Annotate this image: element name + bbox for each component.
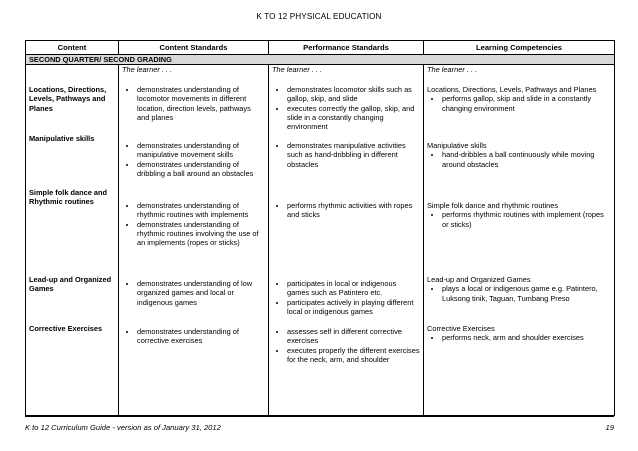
performance-standards-cell bbox=[269, 65, 424, 416]
list-item: • demonstrates understanding of rhythmic routines involving the use of an implements (ropes or sticks) bbox=[137, 220, 265, 248]
list-item: • executes properly the different exercises for the neck, arm, and shoulder bbox=[287, 346, 420, 365]
page-number: 19 bbox=[605, 423, 614, 432]
list-item: • demonstrates understanding of rhythmic routines with implements bbox=[137, 201, 265, 220]
performance-list bbox=[272, 327, 420, 364]
performance-list bbox=[272, 279, 420, 316]
quarter-label: SECOND QUARTER/ SECOND GRADING bbox=[26, 55, 615, 65]
table-row bbox=[26, 65, 615, 416]
list-item: • plays a local or indigenous game e.g. Patintero, Luksong tinik, Taguan, Tumbang Preso bbox=[442, 284, 611, 303]
page-title: K TO 12 PHYSICAL EDUCATION bbox=[256, 12, 382, 21]
performance-list bbox=[272, 201, 420, 220]
footer-divider bbox=[25, 416, 614, 417]
learner-lead: The learner . . . bbox=[272, 65, 323, 74]
list-item: • demonstrates understanding of dribbling a ball around an obstacles bbox=[137, 160, 265, 179]
curriculum-table bbox=[25, 40, 615, 416]
content-item: Locations, Directions, Levels, Pathways and Planes bbox=[29, 85, 107, 113]
competency-list bbox=[427, 94, 611, 113]
standards-list bbox=[122, 327, 265, 346]
column-header: Learning Competencies bbox=[424, 41, 615, 55]
learner-lead: The learner . . . bbox=[427, 65, 478, 74]
competency-list bbox=[427, 150, 611, 169]
list-item: • executes correctly the gallop, skip, and slide in a constantly changing environment bbox=[287, 104, 420, 132]
standards-list bbox=[122, 85, 265, 122]
list-item: • demonstrates manipulative activities such as hand-dribbling in different obstacles bbox=[287, 141, 420, 169]
standards-list bbox=[122, 279, 265, 307]
content-item: Manipulative skills bbox=[29, 134, 95, 143]
list-item: • performs rhythmic activities with ropes and sticks bbox=[287, 201, 420, 220]
column-header: Content Standards bbox=[119, 41, 269, 55]
learner-lead: The learner . . . bbox=[122, 65, 173, 74]
content-item: Lead-up and Organized Games bbox=[29, 275, 112, 294]
performance-list bbox=[272, 141, 420, 169]
competency-title: Simple folk dance and rhythmic routines bbox=[427, 201, 559, 210]
standards-list bbox=[122, 201, 265, 247]
column-header: Content bbox=[26, 41, 119, 55]
competency-title: Lead-up and Organized Games bbox=[427, 275, 531, 284]
content-cell bbox=[26, 65, 119, 416]
list-item: • demonstrates understanding of manipulative movement skills bbox=[137, 141, 265, 160]
competency-list bbox=[427, 333, 611, 342]
list-item: • performs neck, arm and shoulder exercises bbox=[442, 333, 611, 342]
column-header: Performance Standards bbox=[269, 41, 424, 55]
competency-title: Manipulative skills bbox=[427, 141, 487, 150]
competency-list bbox=[427, 284, 611, 303]
list-item: • demonstrates understanding of corrective exercises bbox=[137, 327, 265, 346]
list-item: • assesses self in different corrective exercises bbox=[287, 327, 420, 346]
list-item: • performs gallop, skip and slide in a constantly changing environment bbox=[442, 94, 611, 113]
content-item: Simple folk dance and Rhythmic routines bbox=[29, 188, 108, 207]
table-header-row bbox=[26, 41, 615, 55]
competency-list bbox=[427, 210, 611, 229]
competency-title: Locations, Directions, Levels, Pathways and Planes bbox=[427, 85, 597, 94]
list-item: • demonstrates locomotor skills such as gallop, skip, and slide bbox=[287, 85, 420, 104]
list-item: • participates in local or indigenous games such as Patintero etc. bbox=[287, 279, 420, 298]
footer-version: K to 12 Curriculum Guide - version as of January 31, 2012 bbox=[25, 423, 221, 432]
list-item: • participates actively in playing different local or indigenous games bbox=[287, 298, 420, 317]
content-standards-cell bbox=[119, 65, 269, 416]
list-item: • demonstrates understanding of low organized games and local or indigenous games bbox=[137, 279, 265, 307]
quarter-row bbox=[26, 55, 615, 65]
standards-list bbox=[122, 141, 265, 178]
performance-list bbox=[272, 85, 420, 131]
competency-title: Corrective Exercises bbox=[427, 324, 495, 333]
list-item: • hand-dribbles a ball continuously while moving around obstacles bbox=[442, 150, 611, 169]
list-item: • demonstrates understanding of locomotor movements in different location, direction levels, pathways and planes bbox=[137, 85, 265, 122]
list-item: • performs rhythmic routines with implement (ropes or sticks) bbox=[442, 210, 611, 229]
learning-competencies-cell bbox=[424, 65, 615, 416]
content-item: Corrective Exercises bbox=[29, 324, 103, 333]
